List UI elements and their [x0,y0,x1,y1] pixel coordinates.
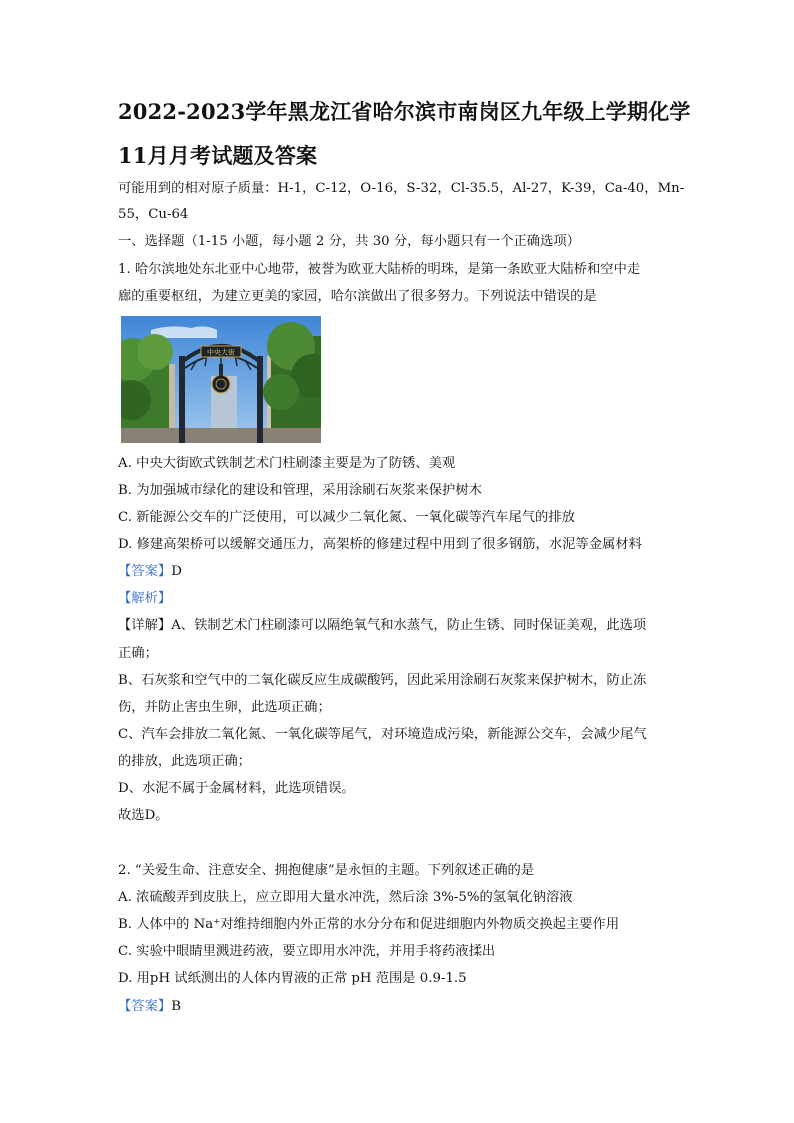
q2-stem: 2. “关爱生命、注意安全、拥抱健康”是永恒的主题。下列叙述正确的是 [118,863,535,878]
document-title-line2: 11月月考试题及答案 [118,143,318,168]
q1-stem-line2: 廊的重要枢纽，为建立更美的家园，哈尔滨做出了很多努力。下列说法中错误的是 [118,289,597,304]
document-title-line1: 2022-2023学年黑龙江省哈尔滨市南岗区九年级上学期化学 [118,99,691,124]
atomic-masses-line2: 55，Cu-64 [118,207,189,222]
q1-detail-c2: 的排放，此选项正确； [118,754,251,769]
q1-answer-tag: 【答案】 [118,564,172,579]
q1-stem-line1: 1. 哈尔滨地处东北亚中心地带，被誉为欧亚大陆桥的明珠，是第一条欧亚大陆桥和空中走 [118,262,641,277]
q1-option-b: B. 为加强城市绿化的建设和管理，采用涂刷石灰浆来保护树木 [118,483,482,498]
q1-conclusion: 故选D。 [118,808,169,823]
q1-detail-b1: B、石灰浆和空气中的二氧化碳反应生成碳酸钙，因此采用涂刷石灰浆来保护树木，防止冻 [118,673,647,688]
q1-detail-a1-text: A、铁制艺术门柱刷漆可以隔绝氧气和水蒸气，防止生锈、同时保证美观，此选项 [171,618,647,633]
q2-answer [118,998,181,1016]
q1-detail-c1: C、汽车会排放二氧化氮、一氧化碳等尾气，对环境造成污染，新能源公交车，会减少尾气 [118,727,647,742]
q1-detail-a1 [118,617,646,635]
q1-answer [118,563,182,581]
q2-option-c: C. 实验中眼睛里溅进药液，要立即用水冲洗，并用手将药液揉出 [118,944,496,959]
q1-analysis-tag: 【解析】 [118,591,172,606]
q2-answer-value: B [171,999,181,1014]
section-heading: 一、选择题（1-15 小题，每小题 2 分，共 30 分，每小题只有一个正确选项） [118,234,580,249]
q2-option-d: D. 用pH 试纸测出的人体内胃液的正常 pH 范围是 0.9-1.5 [118,971,467,986]
q1-option-d: D. 修建高架桥可以缓解交通压力，高架桥的修建过程中用到了很多钢筋，水泥等金属材料 [118,537,642,552]
q1-detail-d1: D、水泥不属于金属材料，此选项错误。 [118,781,355,796]
q1-detail-tag: 【详解】 [118,618,172,633]
gate-sign-text: 中央大街 [207,348,235,357]
atomic-masses-line1: 可能用到的相对原子质量：H-1，C-12，O-16，S-32，Cl-35.5，Al-27，K-39，Ca-40，Mn- [118,181,685,196]
q1-option-c: C. 新能源公交车的广泛使用，可以减少二氧化氮、一氧化碳等汽车尾气的排放 [118,510,575,525]
q2-option-b: B. 人体中的 Na⁺对维持细胞内外正常的水分分布和促进细胞内外物质交换起主要作用 [118,917,620,932]
q1-answer-value: D [171,564,182,579]
central-street-gate-photo [121,316,321,443]
q2-answer-tag: 【答案】 [118,999,172,1014]
q2-option-a: A. 浓硫酸弄到皮肤上，应立即用大量水冲洗，然后涂 3%-5%的氢氧化钠溶液 [118,890,573,905]
q1-detail-a2: 正确； [118,646,158,661]
q1-detail-b2: 伤，并防止害虫生卵，此选项正确； [118,700,331,715]
q1-option-a: A. 中央大街欧式铁制艺术门柱刷漆主要是为了防锈、美观 [118,456,456,471]
